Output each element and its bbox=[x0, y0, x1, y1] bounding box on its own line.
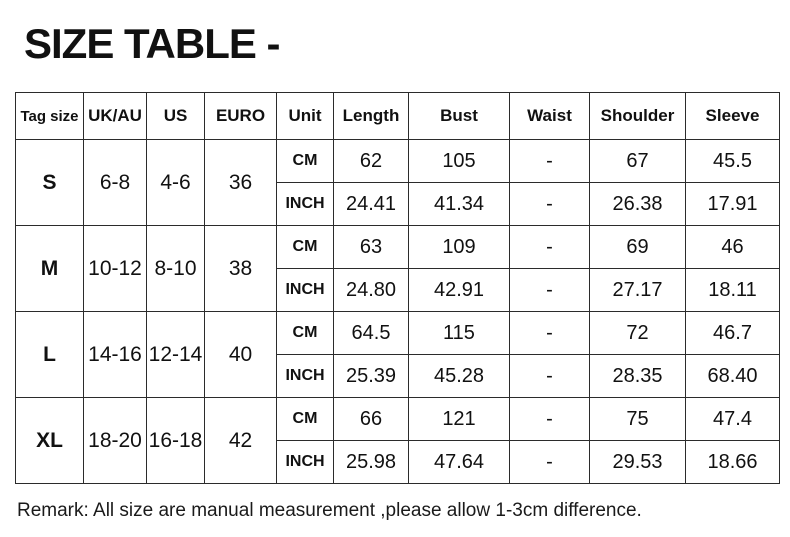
shoulder-value: 28.35 bbox=[590, 355, 686, 398]
table-row bbox=[16, 312, 780, 355]
shoulder-value: 75 bbox=[590, 398, 686, 441]
table-row bbox=[16, 398, 780, 441]
bust-value: 121 bbox=[409, 398, 510, 441]
shoulder-value: 69 bbox=[590, 226, 686, 269]
euro-value: 40 bbox=[205, 312, 277, 398]
euro-value: 42 bbox=[205, 398, 277, 484]
us-value: 12-14 bbox=[147, 312, 205, 398]
bust-value: 45.28 bbox=[409, 355, 510, 398]
waist-value: - bbox=[510, 398, 590, 441]
us-value: 4-6 bbox=[147, 140, 205, 226]
header-sleeve: Sleeve bbox=[686, 93, 780, 140]
sleeve-value: 18.11 bbox=[686, 269, 780, 312]
waist-value: - bbox=[510, 269, 590, 312]
sleeve-value: 18.66 bbox=[686, 441, 780, 484]
header-shoulder: Shoulder bbox=[590, 93, 686, 140]
bust-value: 109 bbox=[409, 226, 510, 269]
bust-value: 47.64 bbox=[409, 441, 510, 484]
us-value: 8-10 bbox=[147, 226, 205, 312]
bust-value: 105 bbox=[409, 140, 510, 183]
uk-au-value: 18-20 bbox=[84, 398, 147, 484]
uk-au-value: 14-16 bbox=[84, 312, 147, 398]
size-label: L bbox=[16, 312, 84, 398]
unit-label: CM bbox=[277, 140, 334, 183]
waist-value: - bbox=[510, 441, 590, 484]
size-label: S bbox=[16, 140, 84, 226]
shoulder-value: 27.17 bbox=[590, 269, 686, 312]
header-waist: Waist bbox=[510, 93, 590, 140]
unit-label: INCH bbox=[277, 355, 334, 398]
header-us: US bbox=[147, 93, 205, 140]
sleeve-value: 47.4 bbox=[686, 398, 780, 441]
length-value: 25.39 bbox=[334, 355, 409, 398]
bust-value: 41.34 bbox=[409, 183, 510, 226]
length-value: 24.41 bbox=[334, 183, 409, 226]
bust-value: 115 bbox=[409, 312, 510, 355]
bust-value: 42.91 bbox=[409, 269, 510, 312]
shoulder-value: 72 bbox=[590, 312, 686, 355]
length-value: 24.80 bbox=[334, 269, 409, 312]
uk-au-value: 10-12 bbox=[84, 226, 147, 312]
waist-value: - bbox=[510, 183, 590, 226]
page-title: SIZE TABLE - bbox=[24, 20, 280, 67]
euro-value: 36 bbox=[205, 140, 277, 226]
unit-label: CM bbox=[277, 312, 334, 355]
length-value: 63 bbox=[334, 226, 409, 269]
header-row bbox=[16, 93, 780, 140]
remark-text: Remark: All size are manual measurement ,please allow 1-3cm difference. bbox=[17, 500, 642, 521]
waist-value: - bbox=[510, 140, 590, 183]
shoulder-value: 67 bbox=[590, 140, 686, 183]
sleeve-value: 46 bbox=[686, 226, 780, 269]
size-table-page bbox=[0, 16, 790, 537]
shoulder-value: 26.38 bbox=[590, 183, 686, 226]
shoulder-value: 29.53 bbox=[590, 441, 686, 484]
table-row bbox=[16, 226, 780, 269]
euro-value: 38 bbox=[205, 226, 277, 312]
uk-au-value: 6-8 bbox=[84, 140, 147, 226]
waist-value: - bbox=[510, 355, 590, 398]
table-row bbox=[16, 140, 780, 183]
unit-label: CM bbox=[277, 398, 334, 441]
header-euro: EURO bbox=[205, 93, 277, 140]
waist-value: - bbox=[510, 312, 590, 355]
header-uk-au: UK/AU bbox=[84, 93, 147, 140]
unit-label: INCH bbox=[277, 441, 334, 484]
size-table bbox=[15, 92, 780, 484]
header-bust: Bust bbox=[409, 93, 510, 140]
sleeve-value: 45.5 bbox=[686, 140, 780, 183]
unit-label: INCH bbox=[277, 269, 334, 312]
header-unit: Unit bbox=[277, 93, 334, 140]
sleeve-value: 68.40 bbox=[686, 355, 780, 398]
size-label: XL bbox=[16, 398, 84, 484]
size-label: M bbox=[16, 226, 84, 312]
length-value: 66 bbox=[334, 398, 409, 441]
waist-value: - bbox=[510, 226, 590, 269]
header-length: Length bbox=[334, 93, 409, 140]
length-value: 64.5 bbox=[334, 312, 409, 355]
unit-label: INCH bbox=[277, 183, 334, 226]
sleeve-value: 17.91 bbox=[686, 183, 780, 226]
length-value: 25.98 bbox=[334, 441, 409, 484]
unit-label: CM bbox=[277, 226, 334, 269]
header-tag-size: Tag size bbox=[16, 93, 84, 140]
us-value: 16-18 bbox=[147, 398, 205, 484]
length-value: 62 bbox=[334, 140, 409, 183]
sleeve-value: 46.7 bbox=[686, 312, 780, 355]
